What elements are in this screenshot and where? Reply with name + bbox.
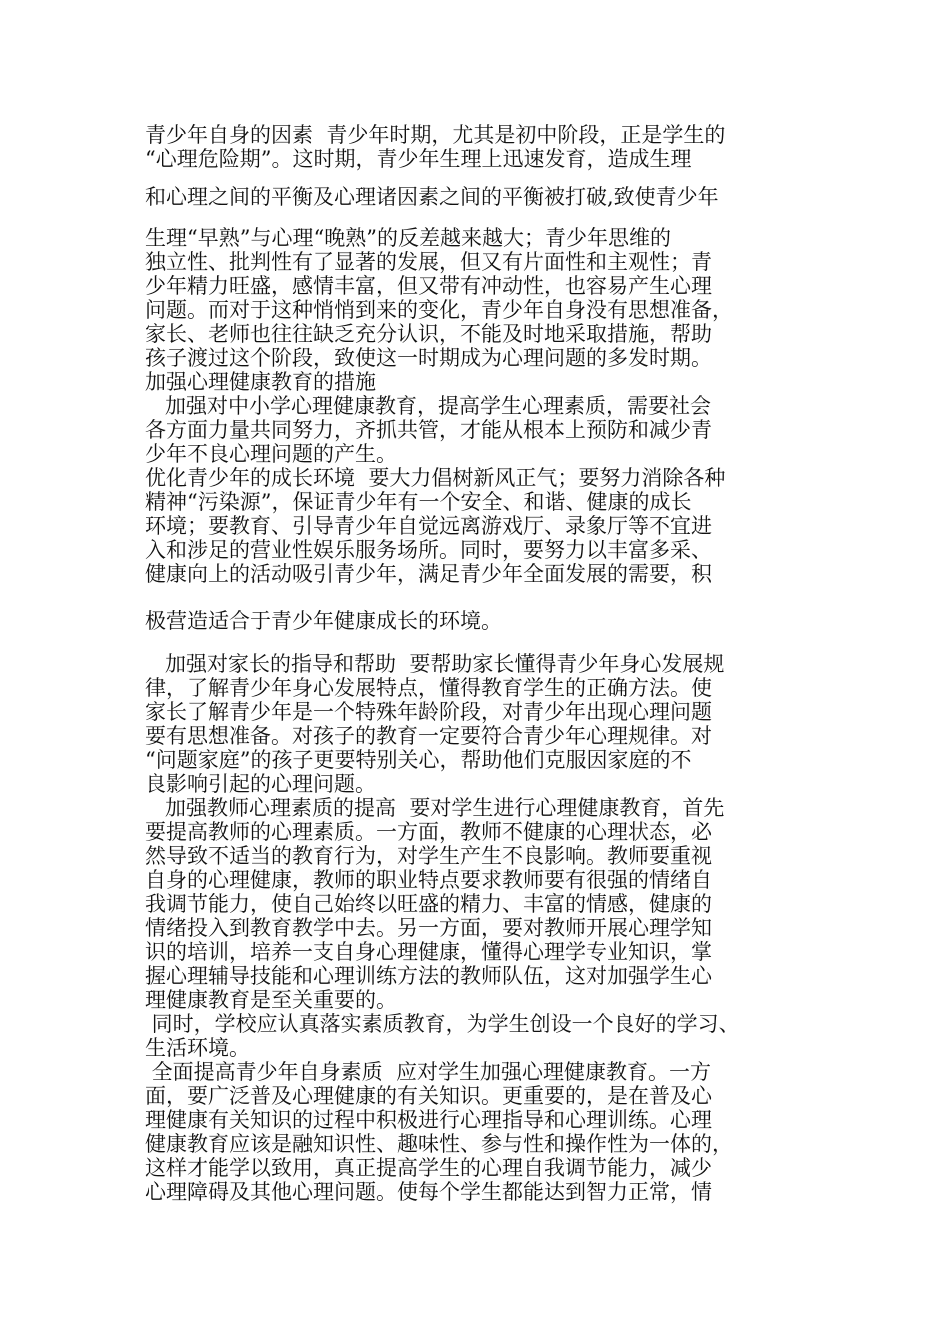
text-line: “问题家庭”的孩子更要特别关心，帮助他们克服因家庭的不 <box>145 748 692 772</box>
text-line: 同时，学校应认真落实素质教育，为学生创设一个良好的学习、 <box>145 1012 740 1036</box>
text-line: 少年精力旺盛，感情丰富，但又带有冲动性，也容易产生心理 <box>145 274 712 298</box>
text-line: 极营造适合于青少年健康成长的环境。 <box>145 609 502 633</box>
text-line: 全面提高青少年自身素质 应对学生加强心理健康教育。一方 <box>145 1060 712 1084</box>
text-line: 优化青少年的成长环境 要大力倡树新风正气；要努力消除各种 <box>145 466 726 490</box>
text-line: 加强对家长的指导和帮助 要帮助家长懂得青少年身心发展规 <box>145 652 725 676</box>
text-line: 孩子渡过这个阶段，致使这一时期成为心理问题的多发时期。 <box>145 346 712 370</box>
text-line: 握心理辅导技能和心理训练方法的教师队伍，这对加强学生心 <box>145 964 712 988</box>
text-line: 要有思想准备。对孩子的教育一定要符合青少年心理规律。对 <box>145 724 712 748</box>
text-line: 生活环境。 <box>145 1036 250 1060</box>
text-line: 加强对中小学心理健康教育，提高学生心理素质，需要社会 <box>145 394 712 418</box>
text-line: 要提高教师的心理素质。一方面，教师不健康的心理状态，必 <box>145 820 712 844</box>
text-line: 和心理之间的平衡及心理诸因素之间的平衡被打破,致使青少年 <box>145 185 719 209</box>
text-line: 青少年自身的因素 青少年时期，尤其是初中阶段，正是学生的 <box>145 123 726 147</box>
text-line: 律，了解青少年身心发展特点，懂得教育学生的正确方法。使 <box>145 676 712 700</box>
section-heading: 加强心理健康教育的措施 <box>145 370 376 394</box>
text-line: 情绪投入到教育教学中去。另一方面，要对教师开展心理学知 <box>145 916 712 940</box>
paragraph-environment-end <box>145 609 825 633</box>
text-line: 家长、老师也往往缺乏充分认识，不能及时地采取措施，帮助 <box>145 322 712 346</box>
text-line: 我调节能力，使自己始终以旺盛的精力、丰富的情感，健康的 <box>145 892 712 916</box>
text-line: 生理“早熟”与心理“晚熟”的反差越来越大；青少年思维的 <box>145 226 671 250</box>
text-line: 加强教师心理素质的提高 要对学生进行心理健康教育，首先 <box>145 796 725 820</box>
text-line: 自身的心理健康，教师的职业特点要求教师要有很强的情绪自 <box>145 868 712 892</box>
text-line: 然导致不适当的教育行为，对学生产生不良影响。教师要重视 <box>145 844 712 868</box>
text-line: 精神“污染源”，保证青少年有一个安全、和谐、健康的成长 <box>145 490 692 514</box>
text-line: 各方面力量共同努力，齐抓共管，才能从根本上预防和减少青 <box>145 418 712 442</box>
text-line: 入和涉足的营业性娱乐服务场所。同时，要努力以丰富多采、 <box>145 538 712 562</box>
text-line: 健康向上的活动吸引青少年，满足青少年全面发展的需要，积 <box>145 562 712 586</box>
text-line: 问题。而对于这种悄悄到来的变化，青少年自身没有思想准备， <box>145 298 733 322</box>
text-line: 识的培训，培养一支自身心理健康，懂得心理学专业知识，掌 <box>145 940 712 964</box>
paragraph-adolescent-factors-body <box>145 226 825 586</box>
text-line: 健康教育应该是融知识性、趣味性、参与性和操作性为一体的， <box>145 1132 733 1156</box>
paragraph-adolescent-factors-intro <box>145 123 825 171</box>
paragraph-adolescent-factors-line3 <box>145 185 825 209</box>
text-line: 理健康有关知识的过程中积极进行心理指导和心理训练。心理 <box>145 1108 712 1132</box>
paragraph-parents-teachers-self <box>145 652 825 1204</box>
text-line: 这样才能学以致用，真正提高学生的心理自我调节能力，减少 <box>145 1156 712 1180</box>
text-line: 心理障碍及其他心理问题。使每个学生都能达到智力正常，情 <box>145 1180 712 1204</box>
text-line: 面，要广泛普及心理健康的有关知识。更重要的，是在普及心 <box>145 1084 712 1108</box>
text-line: 环境；要教育、引导青少年自觉远离游戏厅、录象厅等不宜进 <box>145 514 712 538</box>
text-line: 理健康教育是至关重要的。 <box>145 988 397 1012</box>
text-line: “心理危险期”。这时期，青少年生理上迅速发育，造成生理 <box>145 147 692 171</box>
text-line: 良影响引起的心理问题。 <box>145 772 376 796</box>
text-line: 独立性、批判性有了显著的发展，但又有片面性和主观性；青 <box>145 250 712 274</box>
text-line: 家长了解青少年是一个特殊年龄阶段，对青少年出现心理问题 <box>145 700 712 724</box>
text-line: 少年不良心理问题的产生。 <box>145 442 397 466</box>
